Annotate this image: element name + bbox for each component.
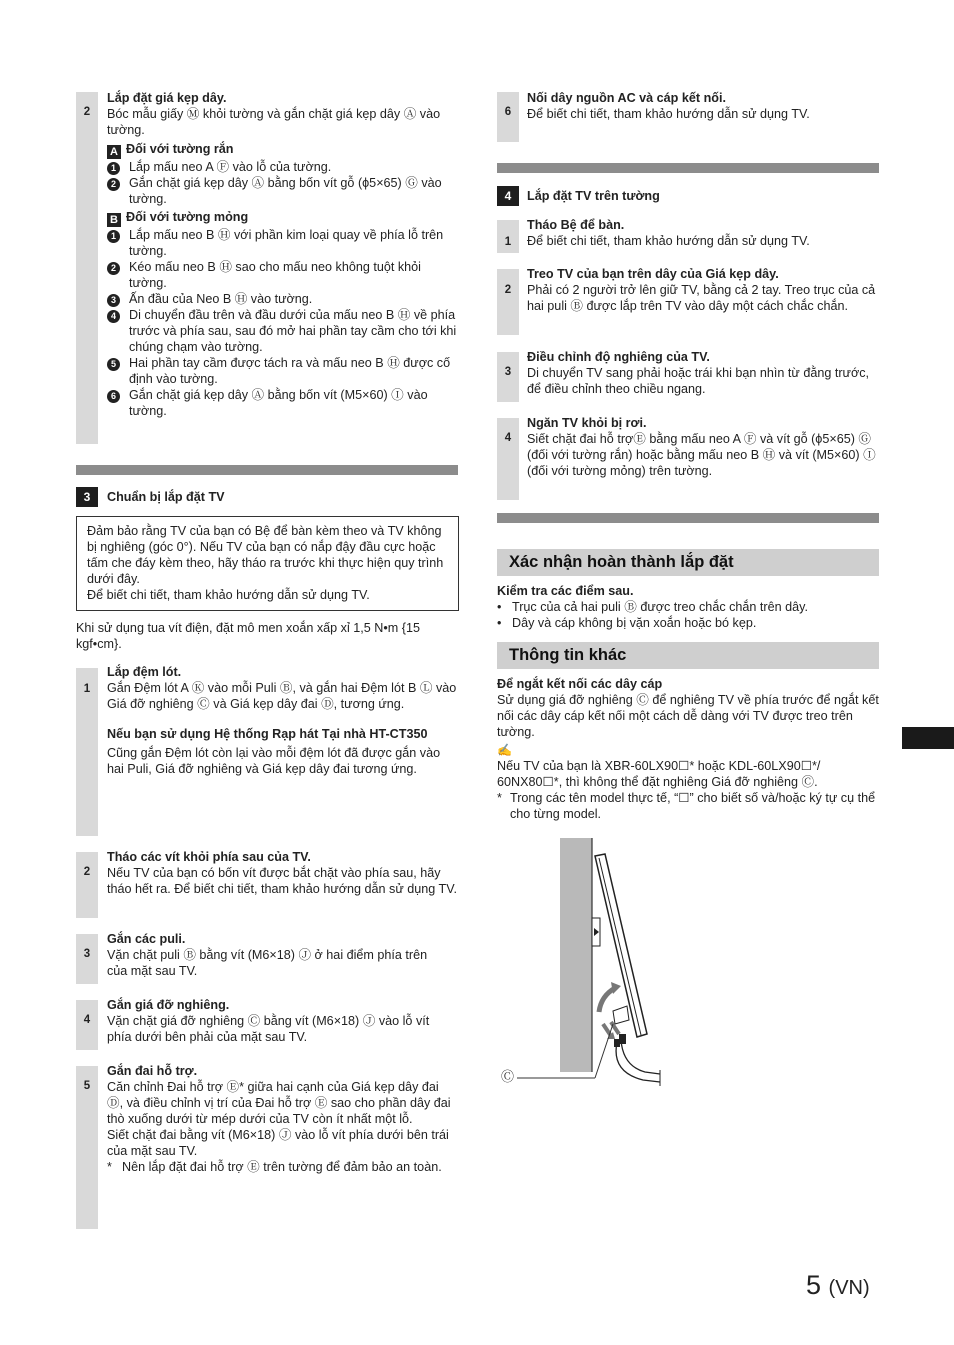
step-1-content [107,664,457,777]
step-title: Nối dây nguồn AC và cáp kết nối. [527,91,726,105]
subsection-a [107,141,459,159]
subsection-title: Đối với tường mỏng [126,210,249,224]
other-heading: Thông tin khác [497,642,879,669]
check-title: Kiểm tra các điểm sau. [497,584,634,598]
list-item: Hai phần tay cầm được tách ra và mấu neo B Ⓗ được cố định vào tường. [129,356,451,386]
step-bar [76,92,98,444]
page-suffix: (VN) [828,1277,870,1299]
number-bullet: 5 [107,358,120,371]
step-body: Để biết chi tiết, tham khảo hướng dẫn sử dụng TV. [527,234,810,248]
list-item: Trục của cả hai puli Ⓑ được treo chắc chắn trên dây. [512,600,808,614]
step-title: Tháo Bệ để bàn. [527,218,625,232]
step-title: Lắp đặt giá kẹp dây. [107,91,227,105]
page-number [806,1268,870,1305]
step-number: 2 [83,866,91,878]
step-body: Vặn chặt puli Ⓑ bằng vít (M6×18) Ⓙ ở hai điểm phía trên của mặt sau TV. [107,948,428,978]
section-divider [76,465,458,475]
step-title: Treo TV của bạn trên dây của Giá kẹp dây. [527,267,779,281]
section-number: 3 [76,487,98,507]
section-number: 4 [497,186,519,206]
step-title: Gắn giá đỡ nghiêng. [107,998,230,1012]
step-5-content [107,1063,457,1175]
step-body-2: Siết chặt đai bằng vít (M6×18) Ⓙ vào lỗ vít phía dưới bên trái của mặt sau TV. [107,1128,449,1158]
section-divider [497,163,879,173]
step-r4-content [527,415,879,479]
number-bullet: 1 [107,162,120,175]
section-title: Lắp đặt TV trên tường [527,189,660,203]
note-text-2: Để biết chi tiết, tham khảo hướng dẫn sử dụng TV. [87,588,370,602]
list-item: Lắp mấu neo A Ⓕ vào lỗ của tường. [129,160,332,174]
footnote-mark: * [107,1160,112,1174]
step-body: Bóc mẫu giấy Ⓜ khỏi tường và gắn chặt giá kẹp dây Ⓐ vào tường. [107,107,441,137]
wall [560,838,592,1072]
list-item: Lắp mấu neo B Ⓗ với phần kim loại quay về phía lỗ trên tường. [129,228,444,258]
list-item: Ấn đầu của Neo B Ⓗ vào tường. [129,292,313,306]
list-item: Dây và cáp không bị vặn xoắn hoặc bó kẹp. [512,616,757,630]
step-title: Gắn các puli. [107,932,186,946]
step-number: 5 [83,1080,91,1092]
step-body: Di chuyển TV sang phải hoặc trái khi bạn nhìn từ đằng trước, để điều chỉnh theo chiều ngang. [527,366,870,396]
step-body: Gắn Đệm lót A Ⓚ vào mỗi Puli Ⓑ, và gắn hai Đệm lót B Ⓛ vào Giá đỡ nghiêng Ⓒ và Giá kẹp dây đai Ⓓ, tương ứng. [107,681,457,711]
page-number-value: 5 [806,1270,822,1300]
step-number: 3 [83,948,91,960]
step-number: 4 [504,432,512,444]
step-number: 3 [504,366,512,378]
step-number: 4 [83,1014,91,1026]
list-item: Gắn chặt giá kẹp dây Ⓐ bằng bốn vít gỗ (ϕ5×65) Ⓖ vào tường. [129,176,442,206]
step-number: 2 [504,284,512,296]
number-bullet: 6 [107,390,120,403]
step-title: Lắp đệm lót. [107,665,182,679]
step-2b-content [107,849,457,897]
step-body: Siết chặt đai hỗ trợⒺ bằng mấu neo A Ⓕ và vít gỗ (ϕ5×65) Ⓖ (đối với tường rắn) hoặc bằng mấu neo B Ⓗ và vít (M5×60) Ⓘ (đối với tường mỏng) trên tường. [527,432,876,478]
number-bullet: 4 [107,310,120,323]
step-title: Điều chỉnh độ nghiêng của TV. [527,350,710,364]
number-bullet: 2 [107,178,120,191]
step-number: 2 [83,106,91,118]
step-subtitle: Nếu bạn sử dụng Hệ thống Rạp hát Tại nhà HT-CT350 [107,727,428,741]
list-item: Gắn chặt giá kẹp dây Ⓐ bằng bốn vít (M5×60) Ⓘ vào tường. [129,388,428,418]
step-number: 1 [504,236,512,248]
side-tab [902,727,954,749]
step-title: Tháo các vít khỏi phía sau của TV. [107,850,311,864]
step-body: Để biết chi tiết, tham khảo hướng dẫn sử dụng TV. [527,107,810,121]
step-bar [76,852,98,918]
section-title: Chuẩn bị lắp đặt TV [107,490,225,504]
step-2-content [107,90,459,419]
number-bullet: 3 [107,294,120,307]
other-subtitle: Để ngắt kết nối các dây cáp [497,677,663,691]
other-body: Sử dụng giá đỡ nghiêng Ⓒ để nghiêng TV về phía trước để ngắt kết nối các dây cáp kết nối một cách dễ dàng với TV được treo trên tường. [497,693,879,739]
number-bullet: 2 [107,262,120,275]
step-6-content [527,90,879,122]
step-title: Ngăn TV khỏi bị rơi. [527,416,647,430]
step-4-content [107,997,457,1045]
step-body-2: Cũng gắn Đệm lót còn lại vào mỗi đệm lót đã được gắn vào hai Puli, Giá đỡ nghiêng và Giá kẹp dây đai tương ứng. [107,746,441,776]
other-content [497,676,879,822]
step-body: Phải có 2 người trở lên giữ TV, bằng cả 2 tay. Treo trục của cả hai puli Ⓑ được lắp trên TV vào dây một cách chắc chắn. [527,283,876,313]
figure-label-c: Ⓒ [501,1069,515,1084]
footnote: Nên lắp đặt đai hỗ trợ Ⓔ trên tường để đảm bảo an toàn. [122,1160,442,1174]
note-text: Đảm bảo rằng TV của bạn có Bệ để bàn kèm theo và TV không bị nghiêng (góc 0°). Nếu TV của bạn có nắp đậy đầu cực hoặc tấm che đáy kèm theo, hãy tháo ra trước khi thực hiện quy trình dưới đây. [87,524,444,586]
step-number: 1 [83,683,91,695]
badge-b: B [107,213,121,227]
step-number: 6 [504,106,512,118]
step-r3-content [527,349,879,397]
other-note: Nếu TV của bạn là XBR-60LX90☐* hoặc KDL-60LX90☐*/ 60NX80☐*, thì không thể đặt nghiêng Giá đỡ nghiêng Ⓒ. [497,759,821,789]
section-divider [497,513,879,523]
list-item: Di chuyển đầu trên và đầu dưới của mấu neo B Ⓗ về phía trước và phía sau, sau đó mở hai phần tay cầm cho tới khi chúng chạm vào tường. [129,308,457,354]
subsection-title: Đối với tường rắn [126,142,234,156]
confirm-heading: Xác nhận hoàn thành lắp đặt [497,549,879,576]
step-r1-content [527,217,879,249]
torque-note: Khi sử dụng tua vít điện, đặt mô men xoắn xấp xỉ 1,5 N•m {15 kgf•cm}. [76,621,420,651]
step-bar [497,269,519,335]
tv-tilt-illustration [495,836,675,1090]
number-bullet: 1 [107,230,120,243]
badge-a: A [107,145,121,159]
check-list [497,599,879,631]
step-body: Nếu TV của bạn có bốn vít được bắt chặt vào phía sau, hãy tháo hết ra. Để biết chi tiết, tham khảo hướng dẫn sử dụng TV. [107,866,457,896]
bullet-icon: • [497,616,502,630]
step-3-content [107,931,447,979]
note-box [76,516,459,611]
footnote-mark: * [497,791,502,805]
subsection-b [107,209,459,227]
step-r2-content [527,266,879,314]
step-body: Vặn chặt giá đỡ nghiêng Ⓒ bằng vít (M6×18) Ⓙ vào lỗ vít phía dưới bên phải của mặt sau TV. [107,1014,430,1044]
footnote: Trong các tên model thực tế, “☐” cho biết số và/hoặc ký tự cụ thể cho từng model. [510,791,876,821]
step-body: Căn chỉnh Đai hỗ trợ Ⓔ* giữa hai cạnh của Giá kẹp dây đai Ⓓ, và điều chỉnh vị trí của Đai hỗ trợ Ⓔ sao cho phần dây đai thò xuống dưới từ mép dưới của TV còn ít nhất một lỗ. [107,1080,451,1126]
step-title: Gắn đai hỗ trợ. [107,1064,198,1078]
pencil-note-icon: ✍ [497,743,512,757]
bullet-icon: • [497,600,502,614]
list-item: Kéo mấu neo B Ⓗ sao cho mấu neo không tuột khỏi tường. [129,260,421,290]
